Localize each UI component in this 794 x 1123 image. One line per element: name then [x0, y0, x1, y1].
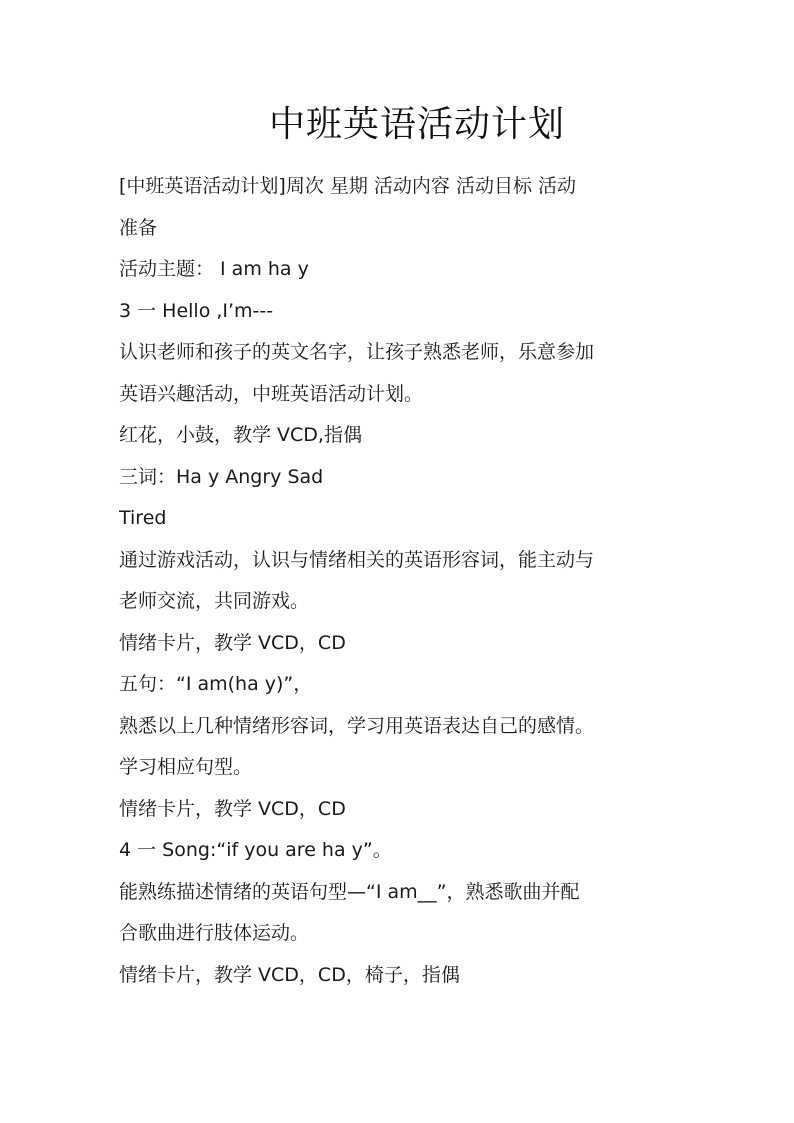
- document-title: 中班英语活动计划: [268, 104, 565, 145]
- text-line: 英语兴趣活动，中班英语活动计划。: [119, 382, 424, 405]
- text-line: 三词：Ha y Angry Sad: [119, 465, 324, 488]
- text-line: 情绪卡片，教学 VCD，CD: [119, 631, 346, 654]
- document-body: [119, 166, 679, 996]
- text-line: 认识老师和孩子的英文名字，让孩子熟悉老师，乐意参加: [119, 341, 595, 363]
- text-line: 情绪卡片，教学 VCD，CD，椅子，指偶: [119, 963, 460, 986]
- text-line: 合歌曲进行肢体运动。: [119, 922, 310, 944]
- text-line: 熟悉以上几种情绪形容词，学习用英语表达自己的感情。: [119, 714, 595, 737]
- text-line: 老师交流，共同游戏。: [119, 590, 310, 612]
- text-line: 4 一 Song:“if you are ha y”。: [119, 839, 392, 861]
- text-line: 红花，小鼓，教学 VCD,指偶: [119, 424, 362, 446]
- text-line: 情绪卡片，教学 VCD，CD: [119, 797, 346, 820]
- text-line: 活动主题： I am ha y: [119, 258, 309, 280]
- text-line: [中班英语活动计划]周次 星期 活动内容 活动目标 活动: [119, 175, 576, 197]
- text-line: Tired: [119, 507, 167, 529]
- text-line: 3 一 Hello ,I’m---: [119, 299, 274, 322]
- text-line: 五句：“I am(ha y)”，: [119, 673, 313, 695]
- text-line: 准备: [119, 216, 158, 239]
- text-line: 通过游戏活动，认识与情绪相关的英语形容词，能主动与: [119, 548, 595, 571]
- text-line: 能熟练描述情绪的英语句型—“I am__”，熟悉歌曲并配: [119, 880, 580, 903]
- text-line: 学习相应句型。: [119, 756, 253, 778]
